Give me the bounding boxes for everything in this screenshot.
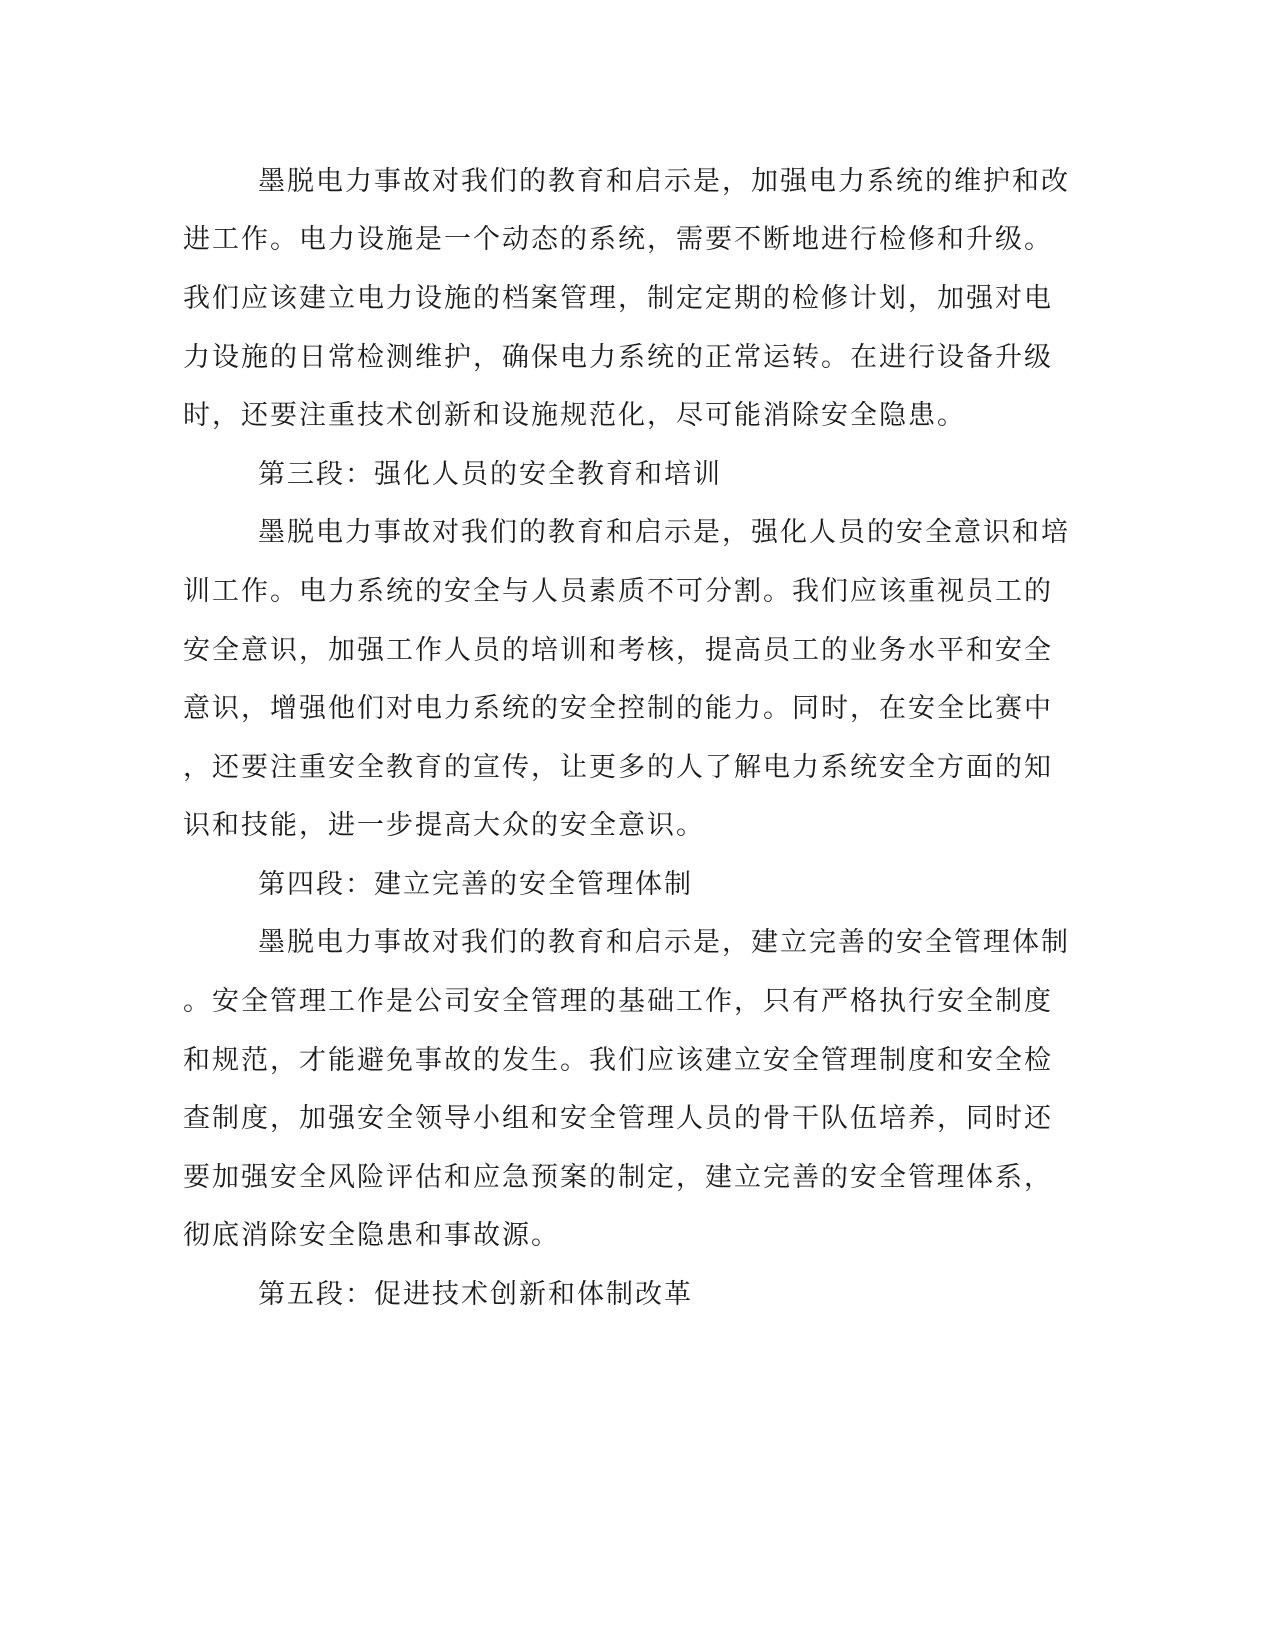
body-line: 。安全管理工作是公司安全管理的基础工作，只有严格执行安全制度 xyxy=(183,986,1053,1017)
body-line: 我们应该建立电力设施的档案管理，制定定期的检修计划，加强对电 xyxy=(183,283,1053,314)
body-line: 查制度，加强安全领导小组和安全管理人员的骨干队伍培养，同时还 xyxy=(183,1103,1053,1134)
body-line: 和规范，才能避免事故的发生。我们应该建立安全管理制度和安全检 xyxy=(183,1045,1053,1076)
body-line: 时，还要注重技术创新和设施规范化，尽可能消除安全隐患。 xyxy=(183,400,966,431)
body-line: 彻底消除安全隐患和事故源。 xyxy=(183,1220,560,1251)
body-line: 意识，增强他们对电力系统的安全控制的能力。同时，在安全比赛中 xyxy=(183,693,1053,724)
body-line: 力设施的日常检测维护，确保电力系统的正常运转。在进行设备升级 xyxy=(183,342,1053,373)
body-line: 识和技能，进一步提高大众的安全意识。 xyxy=(183,810,705,841)
body-line: 训工作。电力系统的安全与人员素质不可分割。我们应该重视员工的 xyxy=(183,576,1053,607)
body-line: ，还要注重安全教育的宣传，让更多的人了解电力系统安全方面的知 xyxy=(183,752,1053,783)
section-heading: 第三段：强化人员的安全教育和培训 xyxy=(258,459,722,490)
section-heading: 第五段：促进技术创新和体制改革 xyxy=(258,1279,693,1310)
body-line: 墨脱电力事故对我们的教育和启示是，加强电力系统的维护和改 xyxy=(258,166,1070,197)
section-heading: 第四段：建立完善的安全管理体制 xyxy=(258,869,693,900)
body-line: 安全意识，加强工作人员的培训和考核，提高员工的业务水平和安全 xyxy=(183,635,1053,666)
body-line: 墨脱电力事故对我们的教育和启示是，建立完善的安全管理体制 xyxy=(258,927,1070,958)
body-line: 墨脱电力事故对我们的教育和启示是，强化人员的安全意识和培 xyxy=(258,517,1070,548)
body-line: 要加强安全风险评估和应急预案的制定，建立完善的安全管理体系， xyxy=(183,1162,1053,1193)
body-line: 进工作。电力设施是一个动态的系统，需要不断地进行检修和升级。 xyxy=(183,224,1053,255)
